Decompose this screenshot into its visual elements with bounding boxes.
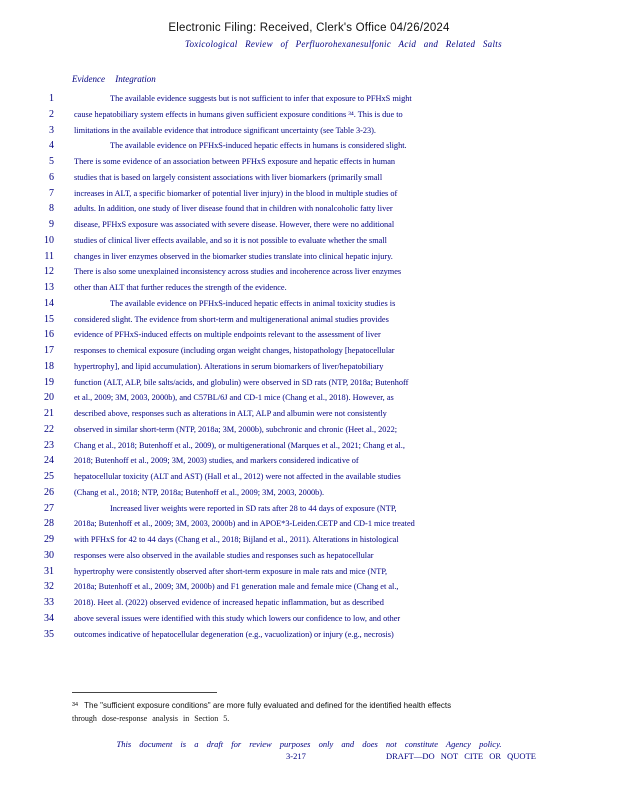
line-number: 28 <box>44 518 54 530</box>
line-number: 32 <box>44 581 54 593</box>
line-text: Chang et al., 2018; Butenhoff et al., 2009), or multigenerational (Marques et al., 2021; Chang et al., <box>74 440 405 450</box>
draft-notice: DRAFT—DO NOT CITE OR QUOTE <box>386 751 536 761</box>
footnote <box>72 699 542 725</box>
text-line <box>0 154 618 170</box>
line-number: 24 <box>44 455 54 467</box>
line-number: 2 <box>49 108 54 120</box>
line-number: 8 <box>49 203 54 215</box>
numbered-text-body <box>0 91 618 642</box>
draft-disclaimer: This document is a draft for review purposes only and does not constitute Agency policy. <box>116 739 502 749</box>
line-number: 25 <box>44 471 54 482</box>
text-line <box>0 296 618 312</box>
line-text: disease, PFHxS exposure was associated with severe disease. However, there were no additional <box>74 220 395 229</box>
line-text: hypertrophy were consistently observed after short-term exposure in male rats and mice (NTP, <box>74 566 388 576</box>
text-line <box>0 485 618 501</box>
line-number: 17 <box>44 345 54 356</box>
line-number: 29 <box>44 534 54 545</box>
line-number: 34 <box>44 612 54 624</box>
line-number: 12 <box>44 266 54 278</box>
line-text: 2018a; Butenhoff et al., 2009; 3M, 2003, 2000b) and in APOE*3-Leiden.CETP and CD-1 mice treated <box>74 519 415 529</box>
line-number: 6 <box>49 171 54 183</box>
text-line <box>0 186 618 202</box>
text-line <box>0 390 618 406</box>
line-text: outcomes indicative of hepatocellular degeneration (e.g., vacuolization) or injury (e.g., necrosis) <box>74 629 394 639</box>
text-line <box>0 123 618 139</box>
footnote-marker: 34 <box>72 702 79 708</box>
line-text: 2018). Heet al. (2022) observed evidence of increased hepatic inflammation, but as described <box>74 598 384 607</box>
text-line <box>0 233 618 249</box>
filing-header: Electronic Filing: Received, Clerk's Office 04/26/2024 <box>168 22 450 34</box>
line-text: There is some evidence of an association between PFHxS exposure and hepatic effects in human <box>74 157 396 166</box>
line-number: 35 <box>44 628 54 640</box>
text-line <box>0 91 618 107</box>
footnote-line-2: through dose-response analysis in Section 5. <box>72 714 230 723</box>
document-subtitle: Toxicological Review of Perfluorohexanesulfonic Acid and Related Salts <box>185 39 502 49</box>
line-number: 5 <box>49 156 54 167</box>
line-text: cause hepatobiliary system effects in humans given sufficient exposure conditions ³⁴. This is due to <box>74 109 403 119</box>
text-line <box>0 107 618 123</box>
line-text: 2018; Butenhoff et al., 2009; 3M, 2003) studies, and markers considered indicative of <box>74 456 359 466</box>
text-line <box>0 469 618 485</box>
line-number: 23 <box>44 439 54 451</box>
text-line <box>0 564 618 580</box>
text-line <box>0 532 618 548</box>
line-text: hypertrophy], and lipid accumulation). Alterations in serum biomarkers of liver/hepatobiliary <box>74 361 384 371</box>
line-number: 10 <box>44 234 54 246</box>
line-text: There is also some unexplained inconsistency across studies and incoherence across liver enzymes <box>74 267 402 277</box>
line-number: 33 <box>44 597 54 608</box>
text-line <box>0 375 618 391</box>
line-text: et al., 2009; 3M, 2003, 2000b), and C57BL/6J and CD-1 mice (Chang et al., 2018). However, as <box>74 393 394 403</box>
line-number: 18 <box>44 360 54 372</box>
text-line <box>0 579 618 595</box>
line-text: with PFHxS for 42 to 44 days (Chang et al., 2018; Bijland et al., 2011). Alterations in histological <box>74 535 399 544</box>
footnote-divider <box>72 692 217 693</box>
text-line <box>0 138 618 154</box>
section-title: Evidence Integration <box>72 74 156 84</box>
line-number: 30 <box>44 549 54 561</box>
line-text: 2018a; Butenhoff et al., 2009; 3M, 2000b) and F1 generation male and female mice (Chang et al., <box>74 582 399 592</box>
line-text: described above, responses such as alterations in ALT, ALP and albumin were not consistently <box>74 409 387 418</box>
text-line <box>0 359 618 375</box>
line-text: studies of clinical liver effects available, and so it is not possible to evaluate whether the small <box>74 235 387 245</box>
text-line <box>0 516 618 532</box>
line-number: 11 <box>44 250 54 262</box>
text-line <box>0 422 618 438</box>
text-line <box>0 595 618 611</box>
line-number: 4 <box>49 140 54 152</box>
text-line <box>0 501 618 517</box>
line-number: 7 <box>49 187 54 199</box>
line-text: evidence of PFHxS-induced effects on multiple endpoints relevant to the assessment of liver <box>74 330 381 340</box>
line-number: 27 <box>44 502 54 514</box>
line-number: 21 <box>44 408 54 419</box>
line-number: 15 <box>44 313 54 325</box>
line-number: 31 <box>44 565 54 577</box>
text-line <box>0 438 618 454</box>
line-number: 1 <box>49 93 54 104</box>
line-number: 19 <box>44 376 54 388</box>
line-number: 14 <box>44 297 54 309</box>
footnote-line-1: The "sufficient exposure conditions" are more fully evaluated and defined for the identified health effects <box>84 701 452 710</box>
line-text: (Chang et al., 2018; NTP, 2018a; Butenhoff et al., 2009; 3M, 2003, 2000b). <box>74 487 325 497</box>
line-number: 9 <box>49 219 54 230</box>
line-number: 3 <box>49 124 54 136</box>
line-text: responses were also observed in the available studies and responses such as hepatocellular <box>74 550 374 560</box>
text-line <box>0 217 618 233</box>
line-text: hepatocellular toxicity (ALT and AST) (Hall et al., 2012) were not affected in the available studies <box>74 472 401 481</box>
line-text: limitations in the available evidence that introduce significant uncertainty (see Table 3-23). <box>74 125 376 135</box>
line-text: changes in liver enzymes observed in the biomarker studies translate into clinical hepatic injury. <box>74 251 393 261</box>
line-text: function (ALT, ALP, bile salts/acids, and globulin) were observed in SD rats (NTP, 2018a; Butenhoff <box>74 377 409 387</box>
text-line <box>0 406 618 422</box>
line-number: 13 <box>44 282 54 293</box>
line-number: 20 <box>44 392 54 404</box>
line-text: adults. In addition, one study of liver disease found that in children with nonalcoholic fatty liver <box>74 204 393 214</box>
line-text: Increased liver weights were reported in SD rats after 28 to 44 days of exposure (NTP, <box>110 503 397 513</box>
text-line <box>0 453 618 469</box>
text-line <box>0 548 618 564</box>
text-line <box>0 343 618 359</box>
line-text: The available evidence on PFHxS-induced hepatic effects in animal toxicity studies is <box>110 298 396 308</box>
line-text: other than ALT that further reduces the strength of the evidence. <box>74 283 287 292</box>
line-number: 16 <box>44 329 54 341</box>
text-line <box>0 201 618 217</box>
line-number: 22 <box>44 423 54 435</box>
line-text: observed in similar short-term (NTP, 2018a; 3M, 2000b), subchronic and chronic (Heet al., 2022; <box>74 424 398 434</box>
text-line <box>0 280 618 296</box>
line-text: studies that is based on largely consistent associations with liver biomarkers (primarily small <box>74 172 383 182</box>
page-number: 3-217 <box>286 751 306 761</box>
text-line <box>0 327 618 343</box>
line-text: increases in ALT, a specific biomarker of potential liver injury) in the blood in multiple studies of <box>74 188 398 198</box>
text-line <box>0 170 618 186</box>
line-text: The available evidence on PFHxS-induced hepatic effects in humans is considered slight. <box>110 141 407 151</box>
line-number: 26 <box>44 486 54 498</box>
text-line <box>0 249 618 265</box>
line-text: responses to chemical exposure (including organ weight changes, histopathology [hepatocellular <box>74 346 395 355</box>
line-text: above several issues were identified with this study which lowers our confidence to low, and other <box>74 613 401 623</box>
text-line <box>0 627 618 643</box>
line-text: considered slight. The evidence from short-term and multigenerational animal studies provides <box>74 314 389 324</box>
text-line <box>0 611 618 627</box>
text-line <box>0 264 618 280</box>
text-line <box>0 312 618 328</box>
line-text: The available evidence suggests but is not sufficient to infer that exposure to PFHxS might <box>110 94 412 103</box>
